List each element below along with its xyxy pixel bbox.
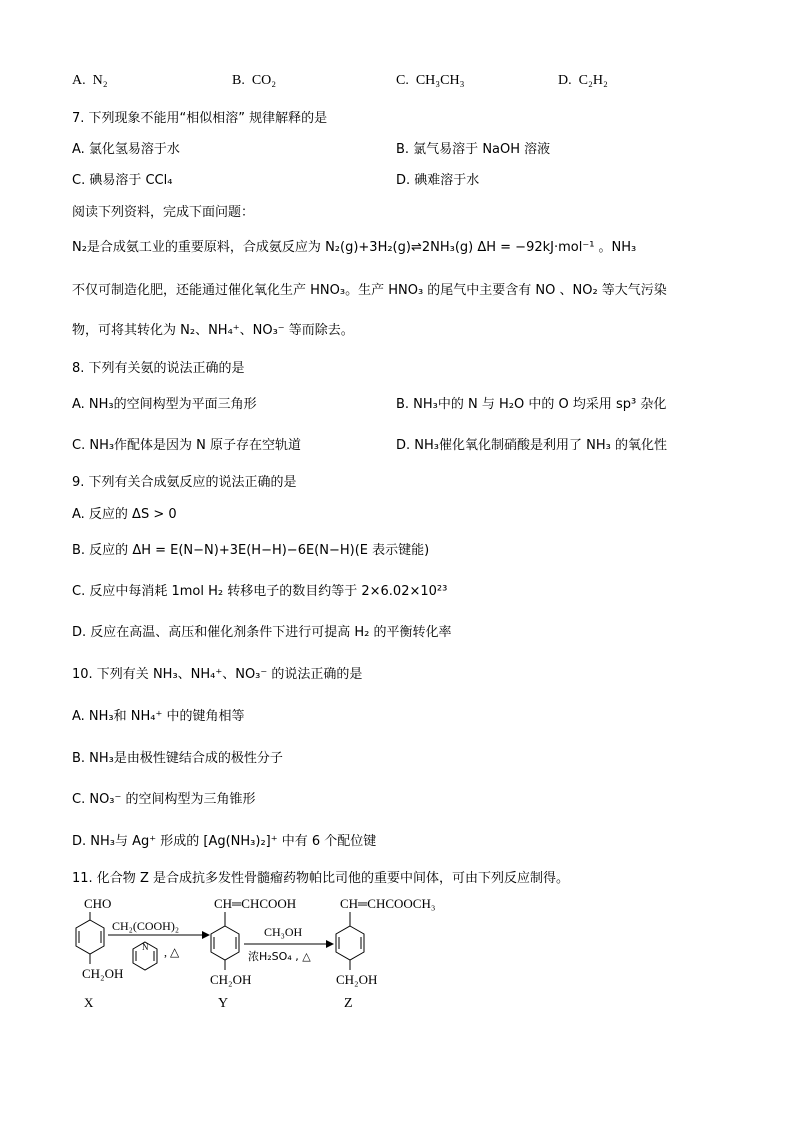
q9-option-a: A. 反应的 ΔS > 0 [72,507,177,522]
option-text: C₂H₂ [578,73,608,88]
y-top-group: CH═CHCOOH [214,896,297,911]
passage-line-2: 不仅可制造化肥，还能通过催化氧化生产 HNO₃。生产 HNO₃ 的尾气中主要含有 NO 、NO₂ 等大气污染 [72,283,667,298]
q8-option-b: B. NH₃中的 N 与 H₂O 中的 O 均采用 sp³ 杂化 [396,397,667,412]
y-label: Y [218,996,229,1011]
option-d [558,72,608,90]
benzene-ring-y [211,912,239,970]
q7-option-a: A. 氯化氢易溶于水 [72,142,180,157]
option-a [72,72,108,90]
q10-stem: 10. 下列有关 NH₃、NH₄⁺、NO₃⁻ 的说法正确的是 [72,667,363,682]
x-top-group: CHO [84,896,112,911]
z-top-group: CH═CHCOOCH₃ [340,896,436,911]
reaction-scheme [60,890,480,1020]
q7-option-d: D. 碘难溶于水 [396,173,480,188]
arrow2-reagent: CH₃OH [264,925,303,939]
option-text: N₂ [92,73,108,88]
passage-intro: 阅读下列资料，完成下面问题： [72,205,255,220]
q9-option-d: D. 反应在高温、高压和催化剂条件下进行可提高 H₂ 的平衡转化率 [72,625,452,640]
y-bottom-group: CH₂OH [210,972,252,987]
q8-option-c: C. NH₃作配体是因为 N 原子存在空轨道 [72,438,302,453]
option-text: CH₃CH₃ [415,73,465,88]
q7-option-b: B. 氯气易溶于 NaOH 溶液 [396,142,551,157]
q8-option-a: A. NH₃的空间构型为平面三角形 [72,397,257,412]
arrow2-condition: 浓H₂SO₄ , △ [248,950,311,963]
q9-stem: 9. 下列有关合成氨反应的说法正确的是 [72,475,297,490]
q8-option-d: D. NH₃催化氧化制硝酸是利用了 NH₃ 的氧化性 [396,438,667,453]
q10-option-c: C. NO₃⁻ 的空间构型为三角锥形 [72,792,256,807]
option-label: C. [396,73,409,88]
arrow1-condition: , △ [164,945,180,959]
benzene-ring-z [336,912,364,970]
q8-stem: 8. 下列有关氨的说法正确的是 [72,361,245,376]
q9-option-b: B. 反应的 ΔH = E(N−N)+3E(H−H)−6E(N−H)(E 表示键能) [72,543,430,558]
z-label: Z [344,996,353,1011]
option-c [396,72,465,90]
q10-option-b: B. NH₃是由极性键结合成的极性分子 [72,751,283,766]
arrow1-reagent: CH₂(COOH)₂ [112,919,180,933]
q9-option-c: C. 反应中每消耗 1mol H₂ 转移电子的数目约等于 2×6.02×10²³ [72,584,448,599]
option-label: B. [232,73,245,88]
z-bottom-group: CH₂OH [336,972,378,987]
option-b [232,72,276,90]
option-text: CO₂ [251,73,277,88]
q10-option-d: D. NH₃与 Ag⁺ 形成的 [Ag(NH₃)₂]⁺ 中有 6 个配位键 [72,834,377,849]
option-label: D. [558,73,572,88]
q10-option-a: A. NH₃和 NH₄⁺ 中的键角相等 [72,709,245,724]
x-bottom-group: CH₂OH [82,966,124,981]
q7-stem: 7. 下列现象不能用“相似相溶” 规律解释的是 [72,111,328,126]
passage-line-1: N₂是合成氨工业的重要原料，合成氨反应为 N₂(g)+3H₂(g)⇌2NH₃(g) ΔH = −92kJ·mol⁻¹ 。NH₃ [72,240,637,255]
benzene-ring-x [76,912,104,964]
pyridine-n-atom: N [142,942,149,952]
passage-line-3: 物，可将其转化为 N₂、NH₄⁺、NO₃⁻ 等而除去。 [72,323,354,338]
arrow-head-1 [202,931,210,939]
q7-option-c: C. 碘易溶于 CCl₄ [72,173,173,188]
option-label: A. [72,73,86,88]
x-label: X [84,995,94,1010]
arrow-head-2 [326,940,334,948]
q11-stem: 11. 化合物 Z 是合成抗多发性骨髓瘤药物帕比司他的重要中间体，可由下列反应制得。 [72,871,569,886]
reaction-scheme-graphic [60,890,480,1020]
